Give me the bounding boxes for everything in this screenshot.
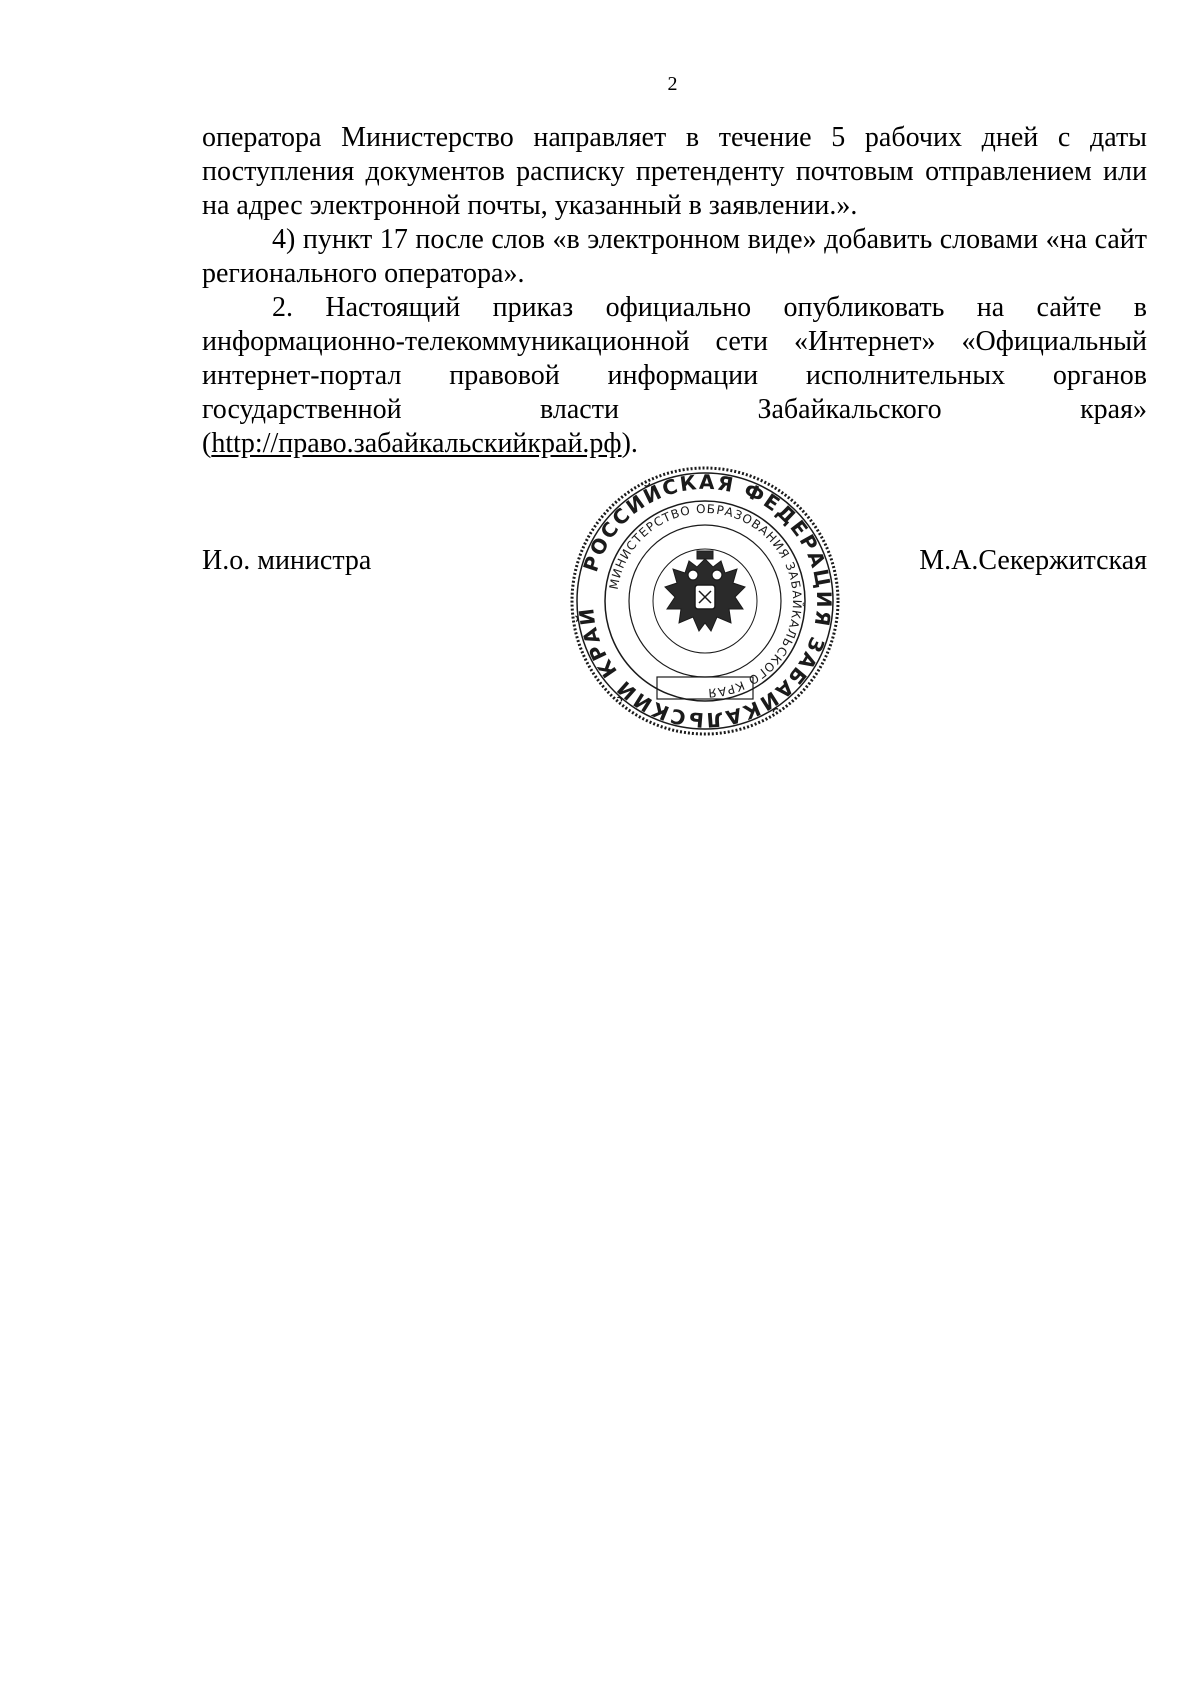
url-close-paren: ). <box>621 428 638 459</box>
official-stamp <box>565 463 845 739</box>
document-body <box>202 121 1147 461</box>
paragraph-2: 4) пункт 17 после слов «в электронном виде» добавить словами «на сайт регионального оператора». <box>202 224 1147 289</box>
paragraph-3: 2. Настоящий приказ официально опубликовать на сайте в информационно-телекоммуникационной сети «Интернет» «Официальный интернет-портал правовой информации исполнительных органов государственной власти Забайкальского края» <box>202 292 1147 425</box>
coat-of-arms-icon <box>665 551 745 631</box>
page-number: 2 <box>667 73 678 95</box>
url-line <box>202 427 1147 461</box>
portal-link[interactable]: http://право.забайкальскийкрай.рф <box>211 428 622 459</box>
signer-name: М.А.Секержитская <box>919 545 1147 576</box>
stamp-outer-text: РОССИЙСКАЯ ФЕДЕРАЦИЯ ЗАБАЙКАЛЬСКИЙ КРАЙ <box>573 469 837 733</box>
stamp-inner-text: МИНИСТЕРСТВО ОБРАЗОВАНИЯ ЗАБАЙКАЛЬСКОГО КРАЯ <box>606 501 805 701</box>
url-open-paren: ( <box>202 428 212 459</box>
paragraph-1: оператора Министерство направляет в течение 5 рабочих дней с даты поступления документов расписку претенденту почтовым отправлением или на адрес электронной почты, указанный в заявлении.». <box>202 122 1147 221</box>
signer-position: И.о. министра <box>202 545 372 576</box>
